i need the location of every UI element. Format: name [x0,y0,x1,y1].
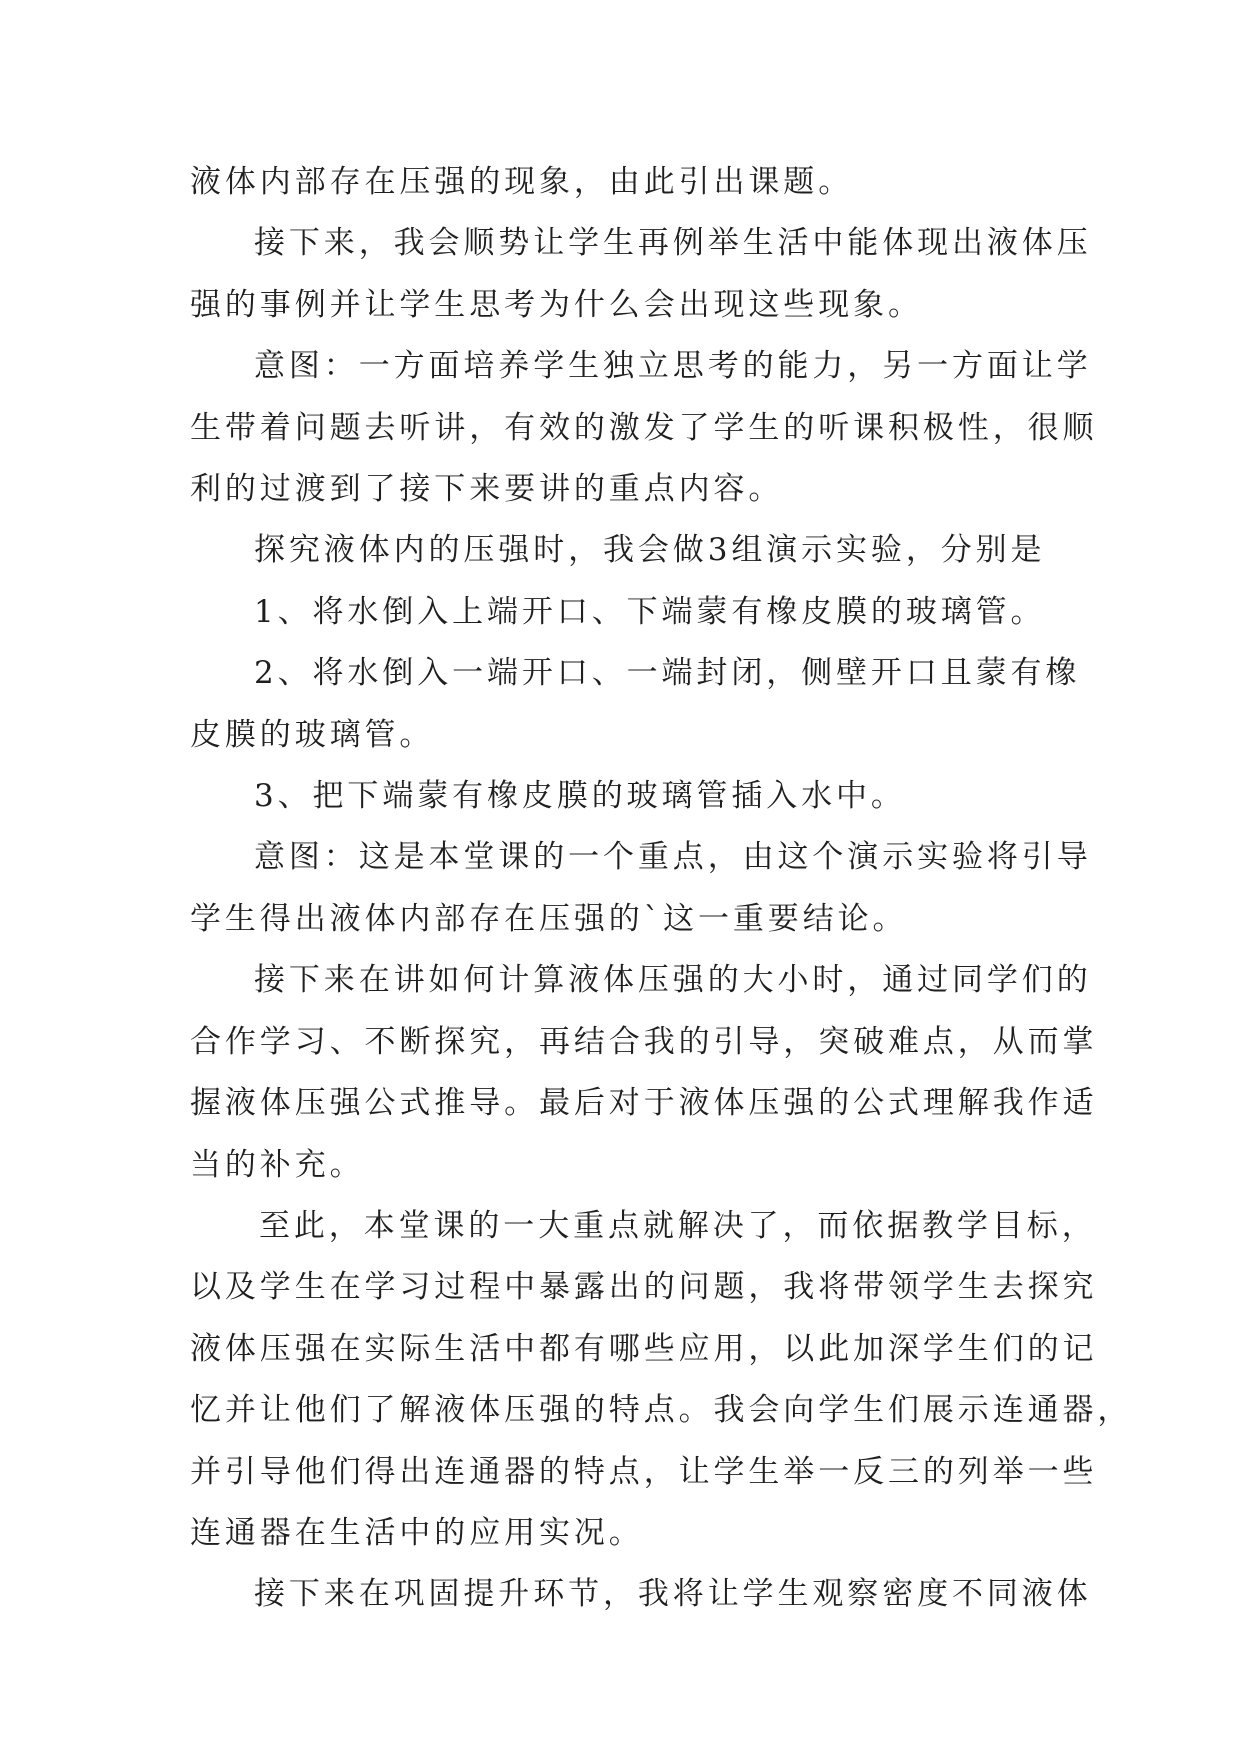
text-line: 意图：这是本堂课的一个重点，由这个演示实验将引导 [254,839,1092,876]
paragraph-8 [190,827,1092,888]
text-line: 液体内部存在压强的现象，由此引出课题。 [190,164,854,200]
paragraph-10-cont [190,1257,1133,1564]
text-line: 当的补充。 [190,1146,365,1183]
text-line: 2、将水倒入一端开口、一端封闭，侧壁开口且蒙有橡 [254,655,1081,692]
text-line: 学生得出液体内部存在压强的`这一重要结论。 [190,900,908,937]
text-line: 强的事例并让学生思考为什么会出现这些现象。 [190,286,923,323]
text-line: 探究液体内的压强时，我会做3组演示实验，分别是 [254,532,1046,569]
paragraph-10 [190,1196,1097,1257]
text-line: 意图：一方面培养学生独立思考的能力，另一方面让学 [254,348,1092,385]
paragraph-7 [190,766,1055,827]
text-line: 液体压强在实际生活中都有哪些应用，以此加深学生们的记 [190,1330,1098,1367]
paragraph-11 [190,1564,1092,1625]
paragraph-2 [190,213,1092,274]
paragraph-3-cont [190,398,1098,521]
text-line: 以及学生在学习过程中暴露出的问题，我将带领学生去探究 [190,1269,1098,1306]
paragraph-6-cont [190,705,1055,766]
document-body [190,152,1133,1626]
paragraph-6 [190,643,1081,704]
text-line: 握液体压强公式推导。最后对于液体压强的公式理解我作适 [190,1085,1098,1122]
text-line: 接下来在讲如何计算液体压强的大小时，通过同学们的 [254,962,1092,999]
text-line: 皮膜的玻璃管。 [190,716,435,753]
text-line: 至此，本堂课的一大重点就解决了，而依据教学目标， [259,1207,1097,1244]
paragraph-9 [190,950,1092,1011]
text-line: 接下来在巩固提升环节，我将让学生观察密度不同液体 [254,1576,1092,1613]
text-line: 3、把下端蒙有橡皮膜的玻璃管插入水中。 [254,778,906,815]
text-line: 1、将水倒入上端开口、下端蒙有橡皮膜的玻璃管。 [254,593,1046,630]
text-line: 生带着问题去听讲，有效的激发了学生的听课积极性，很顺 [190,409,1098,446]
paragraph-9-cont [190,1012,1098,1196]
paragraph-5 [190,582,1055,643]
paragraph-2-cont [190,275,1055,336]
paragraph-1 [190,152,1055,213]
paragraph-8-cont [190,889,1055,950]
text-line: 接下来，我会顺势让学生再例举生活中能体现出液体压 [254,225,1092,262]
text-line: 忆并让他们了解液体压强的特点。我会向学生们展示连通器， [190,1392,1133,1429]
text-line: 利的过渡到了接下来要讲的重点内容。 [190,471,784,508]
text-line: 连通器在生活中的应用实况。 [190,1514,644,1551]
paragraph-4 [190,520,1055,581]
text-line: 合作学习、不断探究，再结合我的引导，突破难点，从而掌 [190,1023,1098,1060]
text-line: 并引导他们得出连通器的特点，让学生举一反三的列举一些 [190,1453,1098,1490]
paragraph-3 [190,336,1092,397]
